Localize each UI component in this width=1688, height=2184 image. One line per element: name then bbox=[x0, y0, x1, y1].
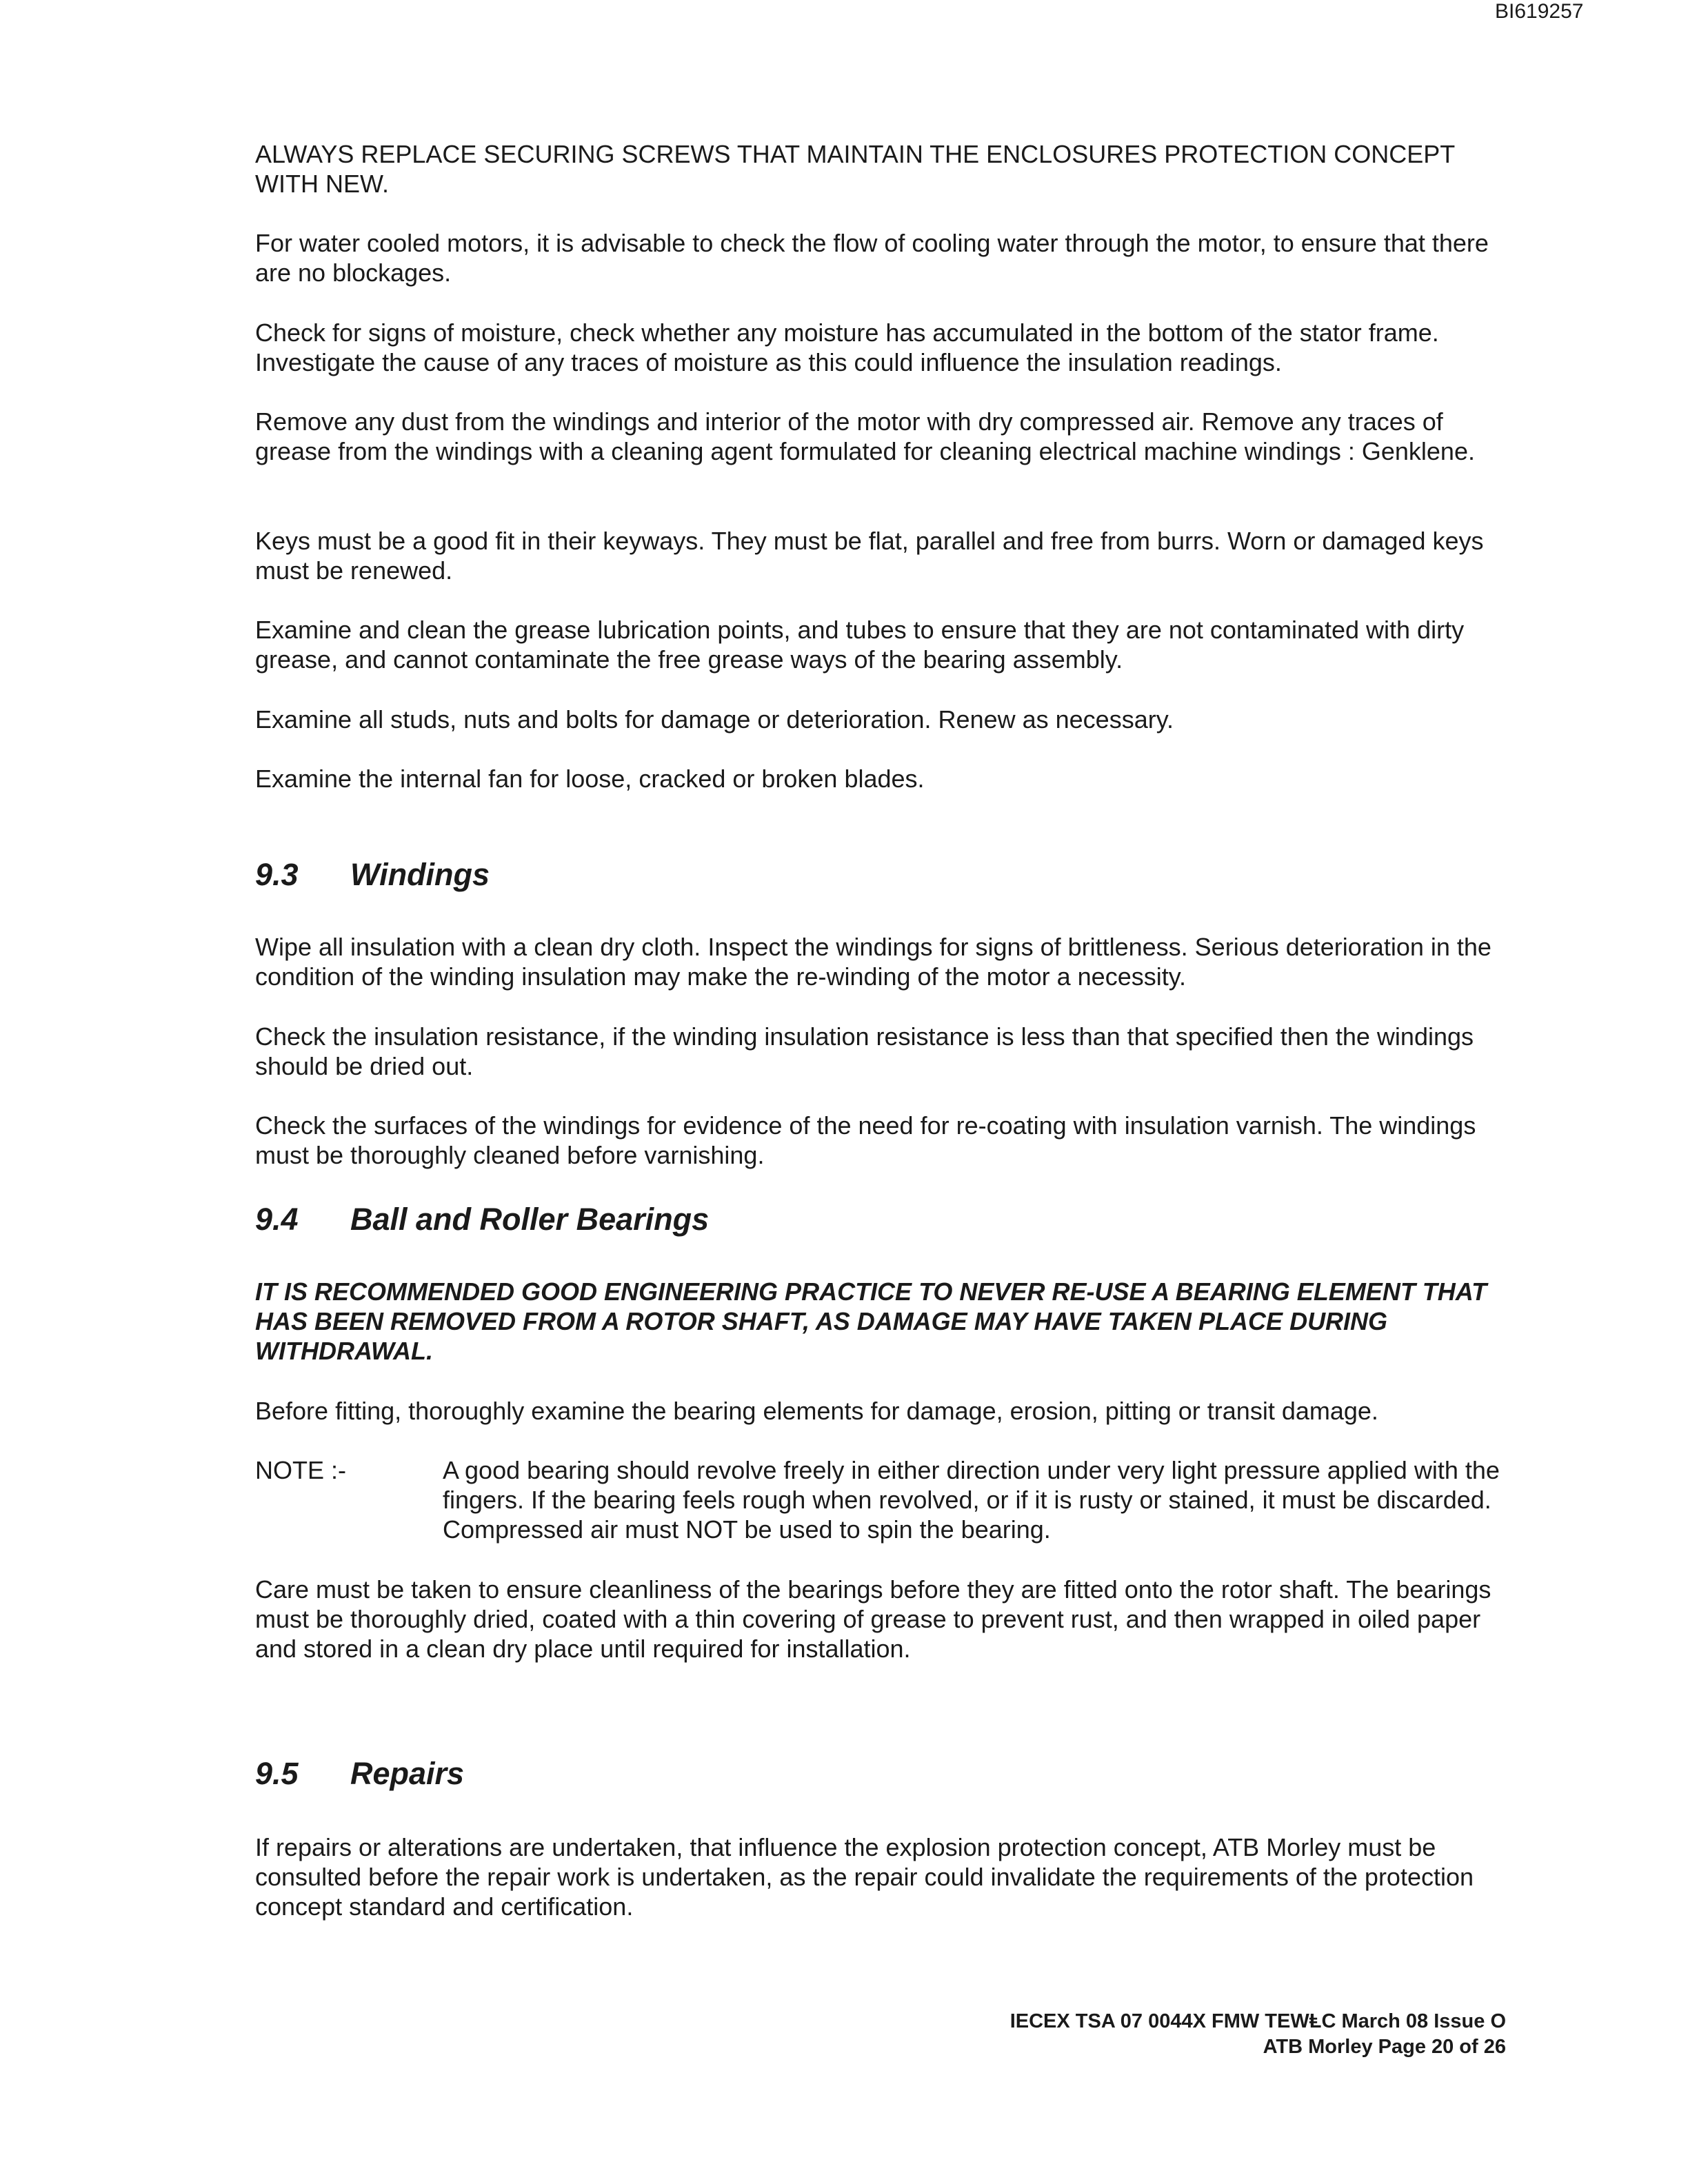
paragraph-screws: ALWAYS REPLACE SECURING SCREWS THAT MAINTAIN THE ENCLOSURES PROTECTION CONCEPT WITH NEW. bbox=[255, 140, 1455, 198]
page-footer bbox=[1010, 2009, 1506, 2060]
section-title: Repairs bbox=[350, 1756, 465, 1791]
paragraph-wipe-insulation: Wipe all insulation with a clean dry cloth. Inspect the windings for signs of brittleness. Serious deterioration in the condition of the winding insulation may make the re-winding of the motor a necessity. bbox=[255, 933, 1491, 991]
paragraph-dust: Remove any dust from the windings and interior of the motor with dry compressed air. Remove any traces of grease from the windings with a cleaning agent formulated for cleaning electrical machine windings : Genklene. bbox=[255, 407, 1475, 465]
paragraph-studs: Examine all studs, nuts and bolts for damage or deterioration. Renew as necessary. bbox=[255, 705, 1174, 734]
footer-page-number: ATB Morley Page 20 of 26 bbox=[1263, 2036, 1506, 2058]
paragraph-keys: Keys must be a good fit in their keyways. They must be flat, parallel and free from burrs. Worn or damaged keys must be renewed. bbox=[255, 527, 1484, 585]
section-number: 9.4 bbox=[255, 1202, 299, 1237]
paragraph-before-fitting: Before fitting, thoroughly examine the bearing elements for damage, erosion, pitting or transit damage. bbox=[255, 1397, 1378, 1425]
heading-bearings bbox=[255, 1202, 709, 1237]
note-label: NOTE :- bbox=[255, 1456, 346, 1484]
section-number: 9.3 bbox=[255, 857, 299, 892]
paragraph-fan: Examine the internal fan for loose, cracked or broken blades. bbox=[255, 765, 925, 793]
paragraph-water-cooled: For water cooled motors, it is advisable to check the flow of cooling water through the motor, to ensure that there are no blockages. bbox=[255, 229, 1489, 287]
paragraph-moisture: Check for signs of moisture, check whether any moisture has accumulated in the bottom of the stator frame. Investigate the cause of any traces of moisture as this could influence the insulation readings. bbox=[255, 318, 1439, 376]
heading-repairs bbox=[255, 1757, 464, 1791]
section-title: Ball and Roller Bearings bbox=[350, 1202, 710, 1237]
paragraph-grease-points: Examine and clean the grease lubrication points, and tubes to ensure that they are not contaminated with dirty grease, and cannot contaminate the free grease ways of the bearing assembly. bbox=[255, 616, 1465, 674]
paragraph-recoating: Check the surfaces of the windings for evidence of the need for re-coating with insulation varnish. The windings must be thoroughly cleaned before varnishing. bbox=[255, 1111, 1476, 1169]
document-id: BI619257 bbox=[1495, 0, 1584, 23]
note-text: A good bearing should revolve freely in either direction under very light pressure applied with the fingers. If the bearing feels rough when revolved, or if it is rusty or stained, it must be discarded. Compressed air must NOT be used to spin the bearing. bbox=[443, 1456, 1500, 1544]
heading-windings bbox=[255, 858, 490, 892]
paragraph-repairs: If repairs or alterations are undertaken, that influence the explosion protection concept, ATB Morley must be consulted before the repair work is undertaken, as the repair could invalidate the requirements of the protection concept standard and certification. bbox=[255, 1833, 1474, 1921]
section-title: Windings bbox=[350, 857, 490, 892]
section-number: 9.5 bbox=[255, 1756, 299, 1791]
paragraph-cleanliness: Care must be taken to ensure cleanliness of the bearings before they are fitted onto the rotor shaft. The bearings must be thoroughly dried, coated with a thin covering of grease to prevent rust, and then wrapped in oiled paper and stored in a clean dry place until required for installation. bbox=[255, 1575, 1491, 1663]
bearing-warning: IT IS RECOMMENDED GOOD ENGINEERING PRACTICE TO NEVER RE-USE A BEARING ELEMENT THAT HAS BEEN REMOVED FROM A ROTOR SHAFT, AS DAMAGE MAY HAVE TAKEN PLACE DURING WITHDRAWAL. bbox=[255, 1277, 1487, 1365]
paragraph-insulation-resistance: Check the insulation resistance, if the winding insulation resistance is less than that specified then the windings should be dried out. bbox=[255, 1022, 1474, 1080]
footer-certificate: IECEX TSA 07 0044X FMW TEWⱠC March 08 Issue O bbox=[1009, 2010, 1506, 2032]
